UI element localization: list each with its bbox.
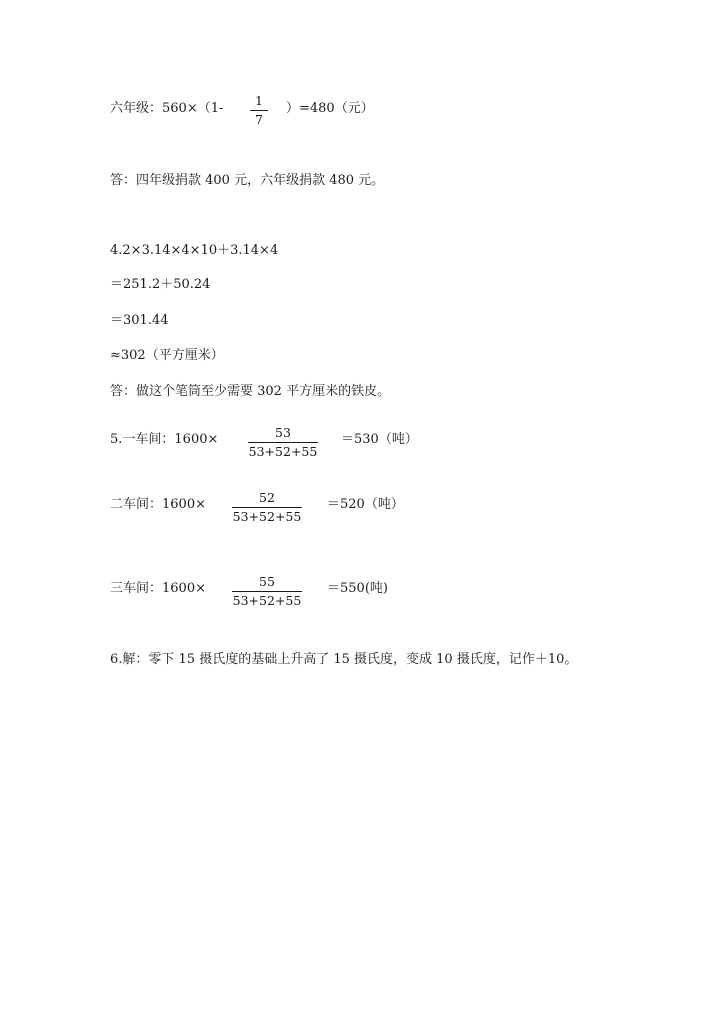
- workshop-1-prefix: 5.一车间：1600×: [110, 432, 219, 447]
- q4-answer: 答：做这个笔筒至少需要 302 平方厘米的铁皮。: [110, 384, 391, 399]
- fraction-denominator: 7: [255, 112, 263, 127]
- fraction-numerator: 53: [275, 425, 291, 440]
- fraction-denominator: 53+52+55: [248, 444, 318, 459]
- sixth-grade-calc-suffix: ）=480（元）: [286, 101, 374, 116]
- workshop-2-fraction: [232, 491, 302, 524]
- workshop-2-prefix: 二车间：1600×: [110, 497, 206, 512]
- workshop-3-result: ＝550(吨): [327, 581, 388, 596]
- sixth-grade-calc-prefix: 六年级：560×（1-: [110, 101, 224, 116]
- fraction-bar: [232, 507, 302, 508]
- workshop-1-result: ＝530（吨）: [341, 432, 418, 447]
- q4-step-1: 4.2×3.14×4×10＋3.14×4: [110, 243, 279, 258]
- q4-step-4: ≈302（平方厘米）: [110, 348, 224, 363]
- q6-solution: 6.解：零下 15 摄氏度的基础上升高了 15 摄氏度，变成 10 摄氏度，记作＋10。: [110, 652, 578, 667]
- workshop-3-fraction: [232, 575, 302, 608]
- fraction-bar: [250, 110, 268, 111]
- fraction-bar: [248, 442, 318, 443]
- workshop-1-fraction: [248, 426, 318, 459]
- fraction-denominator: 53+52+55: [232, 593, 302, 608]
- workshop-3-prefix: 三车间：1600×: [110, 581, 206, 596]
- fraction-denominator: 53+52+55: [232, 509, 302, 524]
- q4-step-2: ＝251.2＋50.24: [110, 277, 211, 292]
- fraction-numerator: 52: [259, 490, 275, 505]
- q4-step-3: ＝301.44: [110, 313, 169, 328]
- fraction-bar: [232, 591, 302, 592]
- workshop-2-result: ＝520（吨）: [327, 497, 404, 512]
- q3-answer: 答：四年级捐款 400 元，六年级捐款 480 元。: [110, 173, 385, 188]
- fraction-numerator: 55: [259, 574, 275, 589]
- fraction-numerator: 1: [255, 93, 263, 108]
- fraction-one-seventh: [250, 94, 268, 127]
